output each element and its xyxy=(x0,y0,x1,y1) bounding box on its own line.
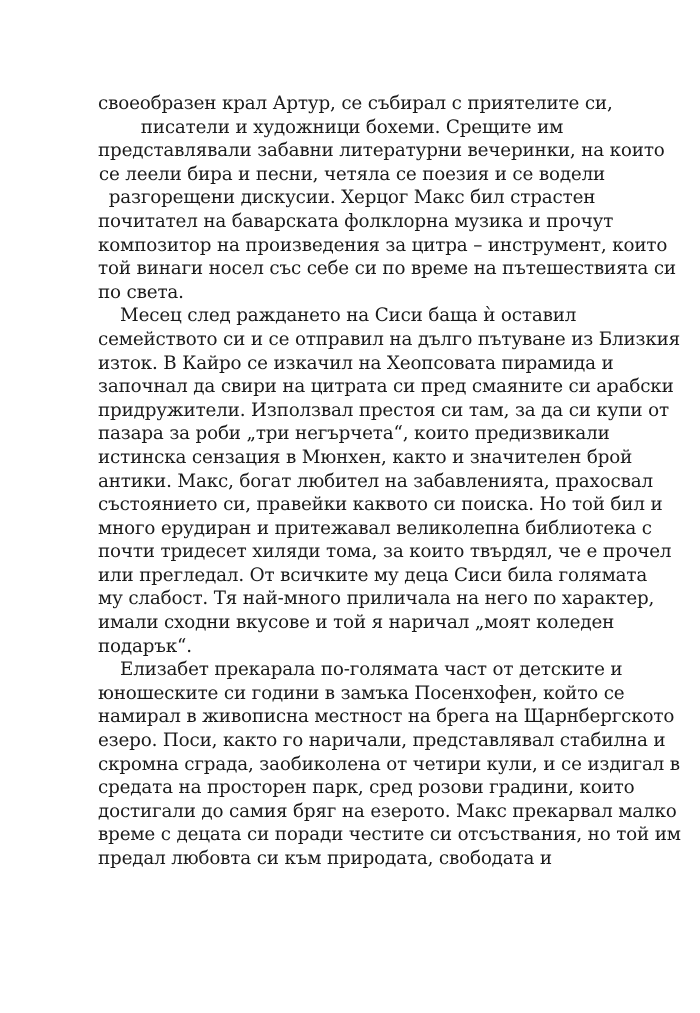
text-line: му слабост. Тя най-много приличала на него по характер, xyxy=(98,588,655,610)
text-line: почитател на баварската фолклорна музика и прочут xyxy=(98,210,614,232)
text-line: пазара за роби „три негърчета“, които предизвикали xyxy=(98,423,610,445)
text-line: истинска сензация в Мюнхен, както и значителен брой xyxy=(98,446,633,468)
text-line: семейството си и се отправил на дълго пътуване из Близкия xyxy=(98,328,681,350)
text-line: достигали до самия бряг на езерото. Макс прекарвал малко xyxy=(98,800,677,822)
body-text xyxy=(98,92,681,871)
text-line: композитор на произведения за цитра – инструмент, които xyxy=(98,234,668,256)
text-line: състоянието си, правейки каквото си поиска. Но той бил и xyxy=(98,494,663,516)
text-line: почти тридесет хиляди тома, за които твърдял, че е прочел xyxy=(98,541,672,563)
text-line: придружители. Използвал престоя си там, за да си купи от xyxy=(98,399,669,421)
text-line: представлявали забавни литературни вечеринки, на които xyxy=(98,140,665,162)
text-line: много ерудиран и притежавал великолепна библиотека с xyxy=(98,517,652,539)
text-line: подарък“. xyxy=(98,635,192,657)
text-line: предал любовта си към природата, свободата и xyxy=(98,848,552,869)
text-line: време с децата си поради честите си отсъствания, но той им xyxy=(98,824,681,846)
text-line: скромна сграда, заобиколена от четири кули, и се издигал в xyxy=(98,753,680,775)
text-line: или прегледал. От всичките му деца Сиси била голямата xyxy=(98,564,648,586)
text-line: писатели и художници бохеми. Срещите им xyxy=(140,116,564,138)
paragraph-start-line: Елизабет прекарала по-голямата част от детските и xyxy=(120,659,623,681)
text-line: средата на просторен парк, сред розови градини, които xyxy=(98,777,635,799)
text-line: изток. В Кайро се изкачил на Хеопсовата пирамида и xyxy=(98,352,614,374)
text-line: по света. xyxy=(98,281,184,303)
text-line: своеобразен крал Артур, се събирал с приятелите си, xyxy=(98,93,613,114)
text-line: разгорещени дискусии. Херцог Макс бил страстен xyxy=(108,187,596,209)
text-line: антики. Макс, богат любител на забавленията, прахосвал xyxy=(98,470,653,492)
text-line: започнал да свири на цитрата си пред смаяните си арабски xyxy=(98,376,674,398)
text-line: юношеските си години в замъка Посенхофен, който се xyxy=(98,682,625,704)
text-line: езеро. Поси, както го наричали, представлявал стабилна и xyxy=(98,730,666,752)
text-line: се леели бира и песни, четяла се поезия и се водели xyxy=(98,163,606,185)
text-line: намирал в живописна местност на брега на Щарнбергското xyxy=(98,706,675,728)
paragraph-start-line: Месец след раждането на Сиси баща ѝ оставил xyxy=(120,305,577,327)
text-line: той винаги носел със себе си по време на пътешествията си xyxy=(98,258,676,280)
text-line: имали сходни вкусове и той я наричал „моят коледен xyxy=(98,612,615,634)
